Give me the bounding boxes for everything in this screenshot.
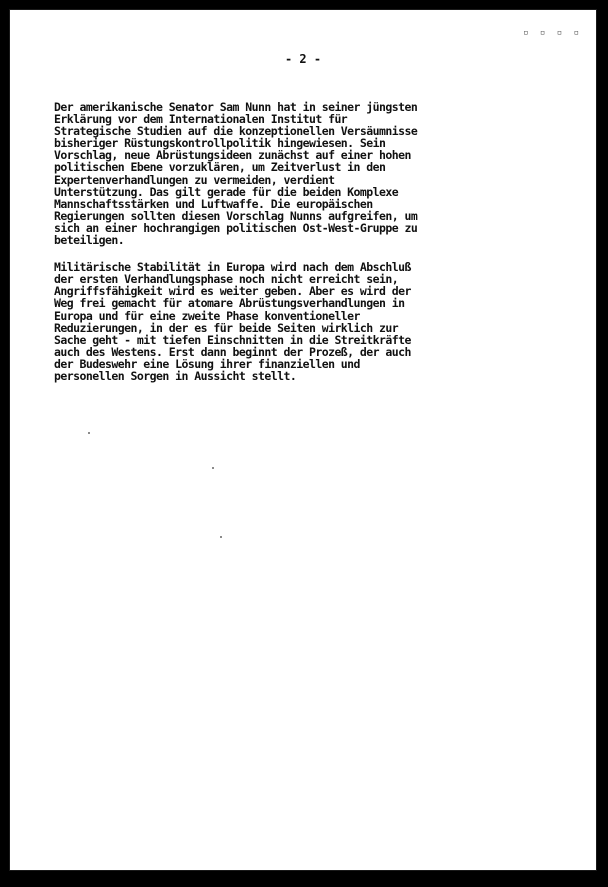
scan-speck bbox=[88, 432, 90, 434]
corner-marks: ▫ ▫ ▫ ▫ bbox=[523, 28, 582, 38]
scan-speck bbox=[212, 467, 214, 469]
text-line: bisheriger Rüstungskontrollpolitik hingewiesen. Sein bbox=[54, 136, 386, 151]
text-line: der ersten Verhandlungsphase noch nicht erreicht sein, bbox=[54, 272, 399, 287]
text-line: Expertenverhandlungen zu vermeiden, verdient bbox=[54, 172, 335, 187]
text-line: Mannschaftsstärken und Luftwaffe. Die europäischen bbox=[54, 196, 373, 211]
text-line: Vorschlag, neue Abrüstungsideen zunächst auf einer hohen bbox=[54, 148, 411, 163]
text-line: Reduzierungen, in der es für beide Seiten wirklich zur bbox=[54, 320, 399, 335]
text-line: Erklärung vor dem Internationalen Institut für bbox=[54, 112, 348, 127]
text-line: Unterstützung. Das gilt gerade für die beiden Komplexe bbox=[54, 184, 399, 199]
paragraph-1 bbox=[54, 101, 574, 246]
paragraph-2 bbox=[54, 261, 574, 382]
text-line: Weg frei gemacht für atomare Abrüstungsverhandlungen in bbox=[54, 296, 405, 311]
page-number: - 2 - bbox=[284, 52, 322, 66]
text-line: Der amerikanische Senator Sam Nunn hat in seiner jüngsten bbox=[54, 100, 418, 114]
body-text bbox=[54, 101, 574, 397]
document-page bbox=[10, 10, 596, 870]
text-line: sich an einer hochrangigen politischen Ost-West-Gruppe zu bbox=[54, 220, 418, 235]
text-line: politischen Ebene vorzuklären, um Zeitverlust in den bbox=[54, 160, 386, 175]
text-line: Militärische Stabilität in Europa wird nach dem Abschluß bbox=[54, 260, 411, 275]
text-line: auch des Westens. Erst dann beginnt der Prozeß, der auch bbox=[54, 344, 411, 359]
text-line: Strategische Studien auf die konzeptionellen Versäumnisse bbox=[54, 124, 418, 139]
scan-speck bbox=[220, 536, 222, 538]
text-line: Regierungen sollten diesen Vorschlag Nunns aufgreifen, um bbox=[54, 208, 418, 223]
text-line: Angriffsfähigkeit wird es weiter geben. Aber es wird der bbox=[54, 284, 411, 299]
text-line: der Budeswehr eine Lösung ihrer finanziellen und bbox=[54, 356, 360, 371]
text-line: personellen Sorgen in Aussicht stellt. bbox=[54, 368, 297, 383]
text-line: Europa und für eine zweite Phase konventioneller bbox=[54, 308, 360, 323]
text-line: beteiligen. bbox=[54, 233, 125, 248]
text-line: Sache geht - mit tiefen Einschnitten in die Streitkräfte bbox=[54, 332, 411, 347]
